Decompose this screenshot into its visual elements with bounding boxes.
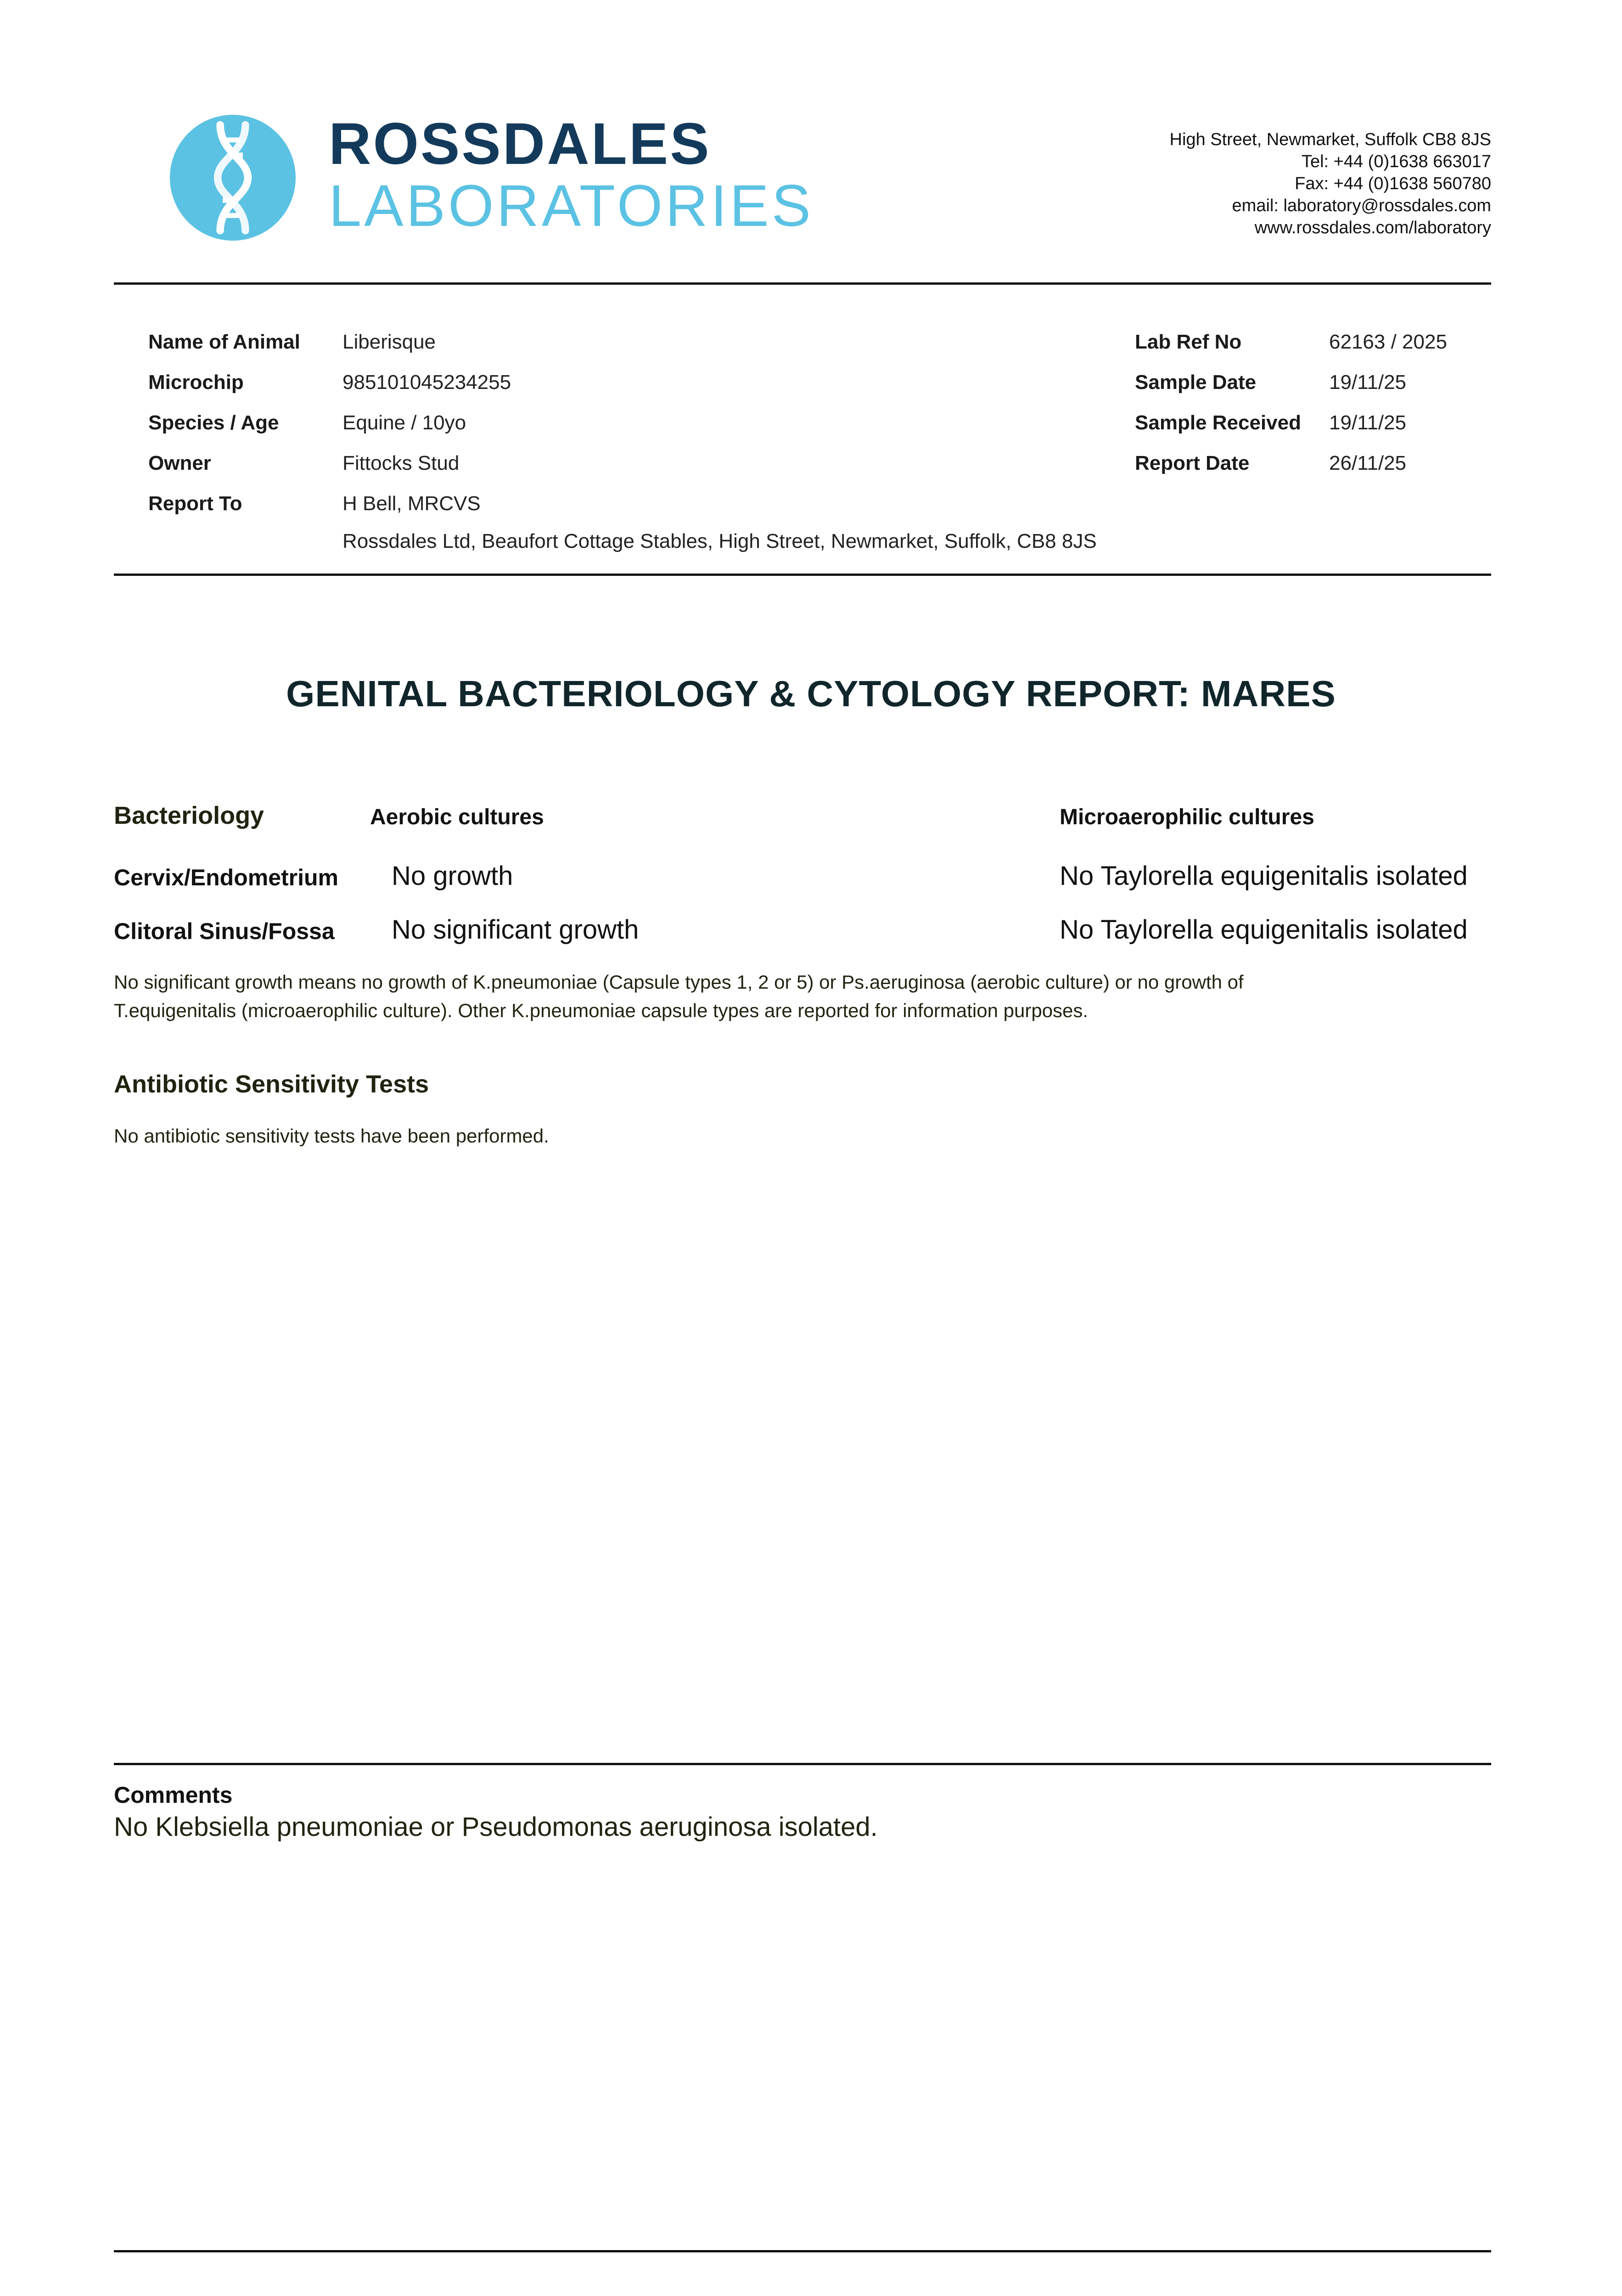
aerobic-result: No significant growth	[392, 915, 639, 945]
fax-text: Fax: +44 (0)1638 560780	[1295, 174, 1491, 193]
sample-date-label: Sample Date	[1135, 371, 1257, 394]
aerobic-cultures-header: Aerobic cultures	[370, 805, 544, 829]
sample-received-label: Sample Received	[1135, 411, 1301, 434]
note-line: No significant growth means no growth of K.pneumoniae (Capsule types 1, 2 or 5) or Ps.aeruginosa (aerobic culture) or no growth of	[114, 971, 1244, 993]
growth-definition-note	[114, 968, 1482, 1025]
details-divider	[114, 574, 1491, 576]
address-text: High Street, Newmarket, Suffolk CB8 8JS	[1169, 130, 1491, 149]
report-to-value: H Bell, MRCVS	[342, 492, 481, 515]
site-label: Clitoral Sinus/Fossa	[114, 918, 335, 944]
owner-value: Fittocks Stud	[342, 452, 460, 474]
tel-text: Tel: +44 (0)1638 663017	[1301, 152, 1491, 171]
dna-logo-icon	[170, 115, 296, 241]
microchip-label: Microchip	[148, 371, 244, 394]
aerobic-result: No growth	[392, 861, 513, 891]
contact-block	[1170, 129, 1491, 239]
bacteriology-heading: Bacteriology	[114, 802, 264, 829]
brand-name: ROSSDALES	[329, 111, 711, 177]
site-label: Cervix/Endometrium	[114, 865, 339, 890]
microaerophilic-cultures-header: Microaerophilic cultures	[1060, 805, 1314, 829]
species-age-value: Equine / 10yo	[342, 411, 466, 434]
antibiotic-heading: Antibiotic Sensitivity Tests	[114, 1070, 429, 1098]
report-date-label: Report Date	[1135, 452, 1250, 474]
lab-ref-label: Lab Ref No	[1135, 331, 1242, 353]
comments-heading: Comments	[114, 1782, 233, 1808]
report-to-address: Rossdales Ltd, Beaufort Cottage Stables, High Street, Newmarket, Suffolk, CB8 8JS	[342, 530, 1097, 552]
name-of-animal-value: Liberisque	[342, 331, 436, 353]
header-divider	[114, 282, 1491, 285]
report-date-value: 26/11/25	[1329, 452, 1407, 474]
lab-ref-value: 62163 / 2025	[1329, 331, 1447, 353]
brand-subtitle: LABORATORIES	[329, 173, 814, 239]
antibiotic-text: No antibiotic sensitivity tests have been performed.	[114, 1125, 549, 1147]
sample-date-value: 19/11/25	[1329, 371, 1407, 394]
microchip-value: 985101045234255	[342, 371, 511, 394]
name-of-animal-label: Name of Animal	[148, 331, 300, 353]
microaerophilic-result: No Taylorella equigenitalis isolated	[1060, 915, 1468, 945]
species-age-label: Species / Age	[148, 411, 279, 434]
sample-received-value: 19/11/25	[1329, 411, 1407, 434]
report-title: GENITAL BACTERIOLOGY & CYTOLOGY REPORT: MARES	[286, 673, 1336, 714]
comments-text: No Klebsiella pneumoniae or Pseudomonas aeruginosa isolated.	[114, 1812, 878, 1842]
email-link[interactable]: email: laboratory@rossdales.com	[1232, 196, 1491, 215]
microaerophilic-result: No Taylorella equigenitalis isolated	[1060, 861, 1468, 891]
comments-divider	[114, 1763, 1491, 1765]
footer-divider	[114, 2250, 1491, 2252]
note-line: T.equigenitalis (microaerophilic culture). Other K.pneumoniae capsule types are reported for information purposes.	[114, 1000, 1089, 1021]
owner-label: Owner	[148, 452, 211, 474]
website-link[interactable]: www.rossdales.com/laboratory	[1254, 218, 1491, 237]
report-to-label: Report To	[148, 492, 242, 515]
